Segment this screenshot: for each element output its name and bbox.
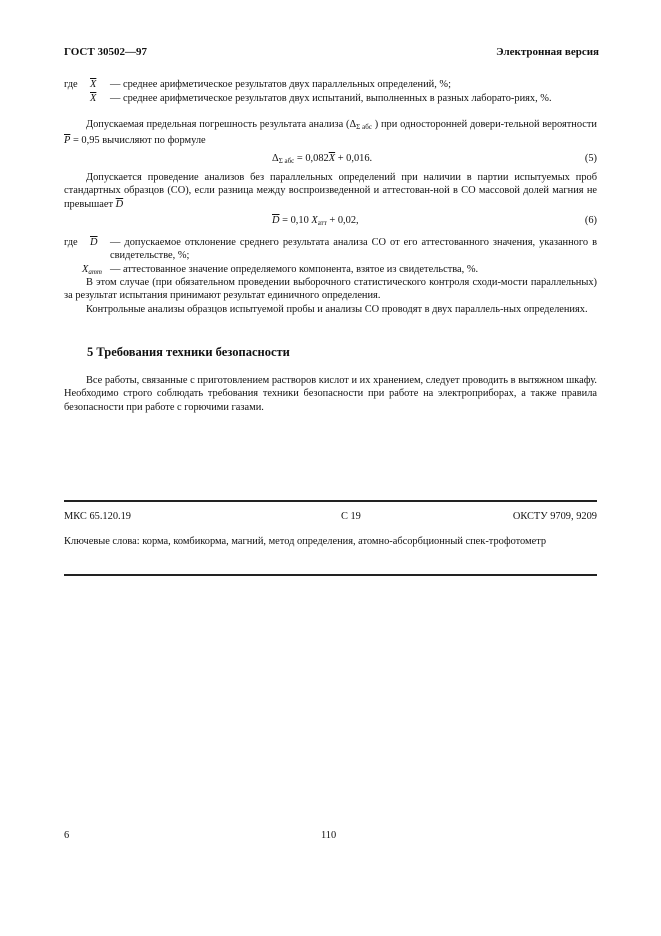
subscript: Σ абс — [356, 123, 372, 131]
where-label: где — [64, 79, 78, 90]
where-label: где — [64, 237, 78, 248]
symbol-p: $\overline{P}$ — [64, 135, 71, 147]
section-paragraph: Все работы, связанные с приготовлением растворов кислот и их хранением, следует проводить в вытяжном шкафу. Необходимо строго соблюдать требования техники безопасности при работе на электроприборах, а также правила безопасности при работе с горючими газами. — [64, 375, 597, 413]
c-code: С 19 — [340, 511, 361, 522]
formula-symbol: $\overline{X}$ — [328, 153, 336, 164]
divider — [64, 574, 597, 576]
divider — [64, 500, 597, 502]
okstu-code: ОКСТУ 9709, 9209 — [512, 511, 597, 522]
para-text: ) при односторонней довери-тельной вероятности — [374, 119, 597, 130]
paragraph — [64, 171, 597, 211]
para-text: Допускается проведение анализов без параллельных определений при наличии в партии испытуемых проб стандартных образцов (СО), если разница между воспроизведенной и аттестован-ной в СО массовой долей магния не превышает — [64, 172, 597, 210]
symbol-d: $\overline{D}$ — [115, 198, 124, 210]
classification-row — [64, 510, 597, 523]
definition-text: — среднее арифметическое результатов двух параллельных определений, %; — [110, 79, 451, 90]
definition-row — [64, 236, 597, 264]
formula-symbol: X — [311, 215, 318, 226]
formula-5 — [272, 152, 372, 168]
para-text: Допускаемая предельная погрешность результата анализа (Δ — [86, 119, 357, 130]
formula-text: + 0,016. — [337, 153, 373, 164]
section-heading: 5 Требования техники безопасности — [87, 345, 290, 359]
definition-row — [64, 263, 597, 277]
subscript: атт — [88, 268, 102, 276]
formula-text: + 0,02, — [329, 215, 359, 226]
formula-symbol: X — [82, 264, 89, 275]
symbol-x-bar: $\overline{X}$ — [90, 79, 97, 90]
subscript: атт — [317, 219, 327, 227]
sheet-number: 110 — [321, 830, 337, 841]
paragraph — [64, 118, 597, 148]
formula-symbol: Δ — [272, 153, 279, 164]
formula-symbol: $\overline{D}$ — [272, 215, 280, 226]
mks-code: МКС 65.120.19 — [64, 511, 132, 522]
keywords: Ключевые слова: корма, комбикорма, магний, метод определения, атомно-абсорбционный спек-трофотометр — [64, 536, 547, 547]
paragraph: Контрольные анализы образцов испытуемой пробы и анализы СО проводят в двух параллель-ных определениях. — [86, 304, 588, 315]
definition-row — [64, 92, 597, 120]
document-code: ГОСТ 30502—97 — [64, 46, 147, 58]
symbol-d: $\overline{D}$ — [90, 237, 98, 248]
page-number: 6 — [64, 830, 70, 841]
subscript: Σ абс — [278, 157, 295, 165]
definition-text: — аттестованное значение определяемого компонента, взятое из свидетельства, %. — [110, 264, 479, 275]
definition-text: — допускаемое отклонение среднего результата анализа СО от его аттестованного значения, указанного в свидетельстве, %; — [110, 237, 597, 262]
formula-text: = 0,082 — [296, 153, 329, 164]
formula-6 — [272, 214, 359, 230]
electronic-version-label: Электронная версия — [496, 46, 599, 58]
definition-row — [64, 78, 597, 92]
formula-text: = 0,10 — [282, 215, 309, 226]
symbol-x-double-bar: $\overline{X}$ — [90, 93, 97, 104]
definition-text: — среднее арифметическое результатов двух испытаний, выполненных в разных лаборато-риях, %. — [110, 93, 552, 104]
formula-number: (5) — [584, 153, 597, 164]
paragraph: В этом случае (при обязательном проведении выборочного статистического контроля сходи-мости параллельных) за результат испытания принимают результат единичного определения. — [64, 277, 597, 302]
para-text: = 0,95 вычисляют по формуле — [72, 135, 206, 147]
formula-number: (6) — [584, 215, 597, 226]
